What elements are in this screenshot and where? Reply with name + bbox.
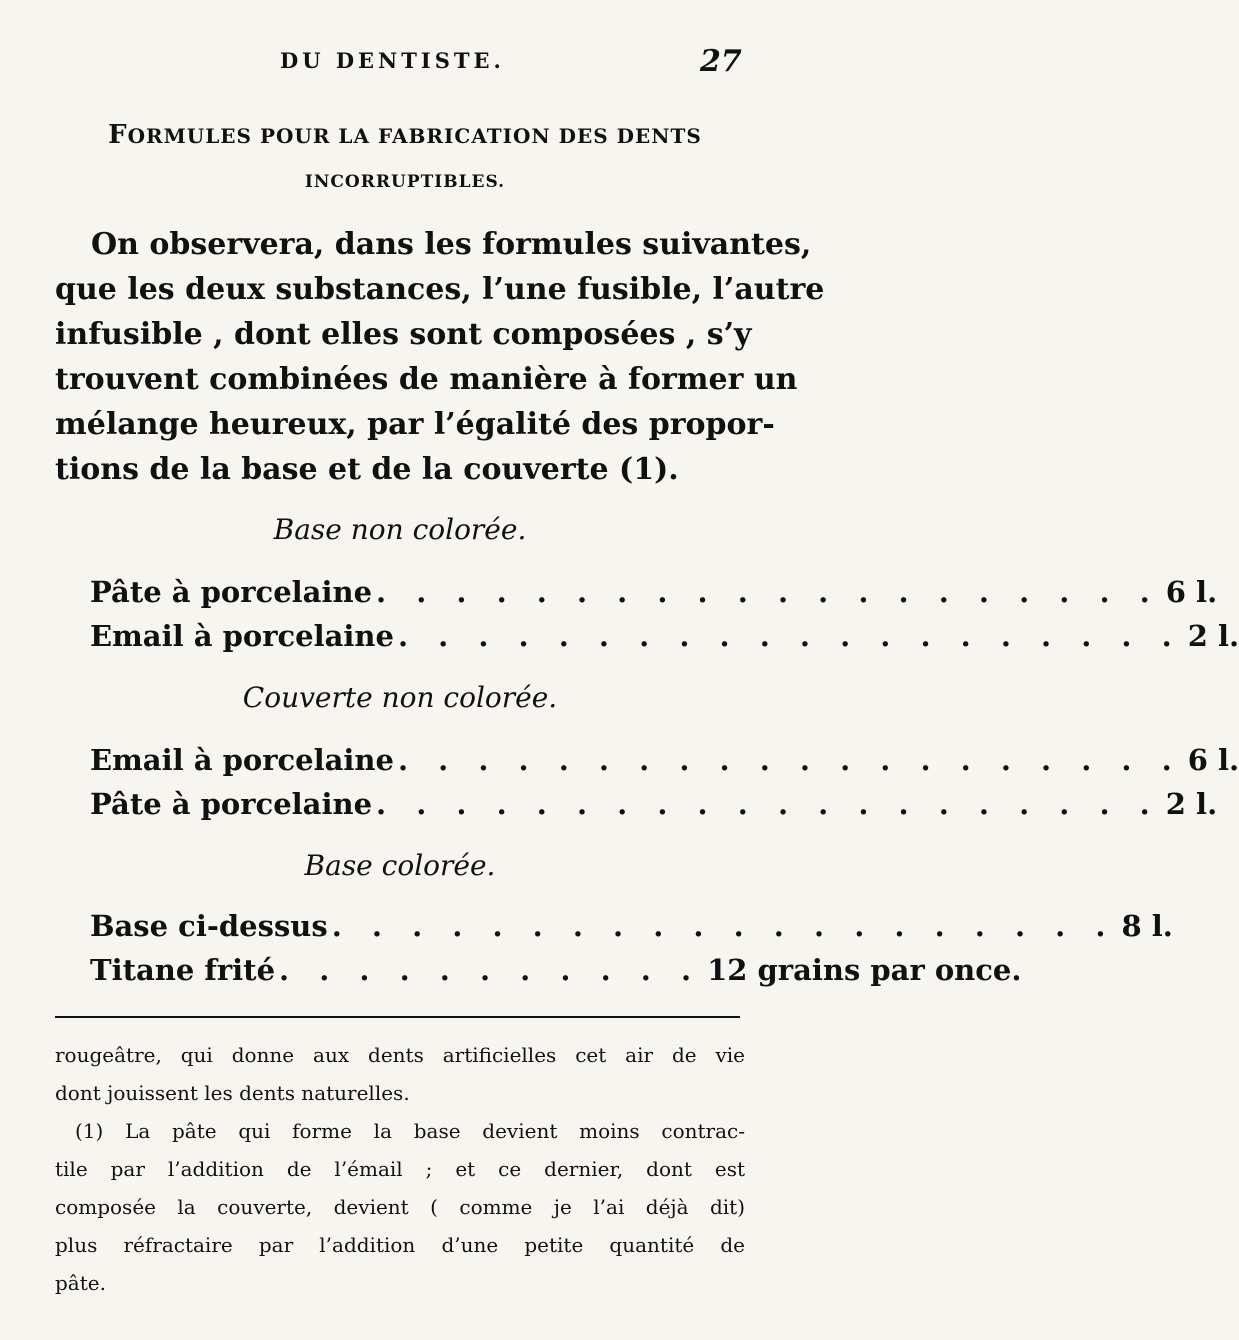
recipe-row (90, 782, 1218, 826)
recipe-base-non-coloree (90, 570, 1239, 658)
ingredient-quantity: 12 grains par once. (707, 953, 1022, 987)
intro-line: On observera, dans les formules suivantes, (91, 227, 812, 262)
ingredient-quantity: 8 l. (1121, 909, 1173, 943)
recipe-row (90, 948, 1022, 992)
dot-leader: . . . . . . . . . . . . . . . . . . . . (376, 575, 1160, 609)
intro-line: tions de la base et de la couverte (1). (55, 452, 679, 487)
footnote-rule (55, 1016, 740, 1018)
recipe-row (90, 904, 1173, 948)
intro-line: que les deux substances, l’une fusible, l’autre (55, 272, 825, 307)
section-heading-line-2: INCORRUPTIBLES. (304, 172, 506, 192)
intro-paragraph (55, 222, 825, 492)
ingredient-name: Base ci-dessus (90, 909, 328, 943)
heading-initial: F (108, 120, 128, 150)
intro-line: infusible , dont elles sont composées , s’y (55, 317, 752, 352)
recipe-row (90, 738, 1239, 782)
ingredient-name: Pâte à porcelaine (90, 575, 373, 609)
ingredient-quantity: 2 l. (1187, 619, 1239, 653)
dot-leader: . . . . . . . . . . . . . . . . . . . . (331, 909, 1116, 943)
dot-leader: . . . . . . . . . . . . . . . . . . . . (397, 743, 1182, 777)
recipe-base-coloree (90, 904, 1173, 992)
ingredient-quantity: 6 l. (1165, 575, 1218, 609)
page-number: 27 (700, 44, 742, 79)
footnotes (55, 1036, 745, 1302)
ingredient-quantity: 2 l. (1165, 787, 1218, 821)
footnote-line: composée la couverte, devient ( comme je l’ai déjà dit) (55, 1195, 745, 1219)
recipe-title-base-coloree: Base colorée. (304, 849, 496, 882)
dot-leader: . . . . . . . . . . . (279, 953, 702, 987)
recipe-title-base-non-coloree: Base non colorée. (273, 513, 527, 546)
ingredient-name: Titane frité (90, 953, 276, 987)
ingredient-quantity: 6 l. (1187, 743, 1239, 777)
section-heading (80, 112, 730, 205)
ingredient-name: Email à porcelaine (90, 743, 394, 777)
dot-leader: . . . . . . . . . . . . . . . . . . . . (376, 787, 1160, 821)
footnote-line: pâte. (55, 1271, 106, 1295)
recipe-row (90, 570, 1218, 614)
dot-leader: . . . . . . . . . . . . . . . . . . . . (397, 619, 1182, 653)
recipe-title-couverte-non-coloree: Couverte non colorée. (242, 681, 558, 714)
footnote-line: dont jouissent les dents naturelles. (55, 1081, 410, 1105)
footnote-line: tile par l’addition de l’émail ; et ce dernier, dont est (55, 1157, 745, 1181)
footnote-line: plus réfractaire par l’addition d’une petite quantité de (55, 1233, 745, 1257)
intro-line: trouvent combinées de manière à former un (55, 362, 798, 397)
ingredient-name: Email à porcelaine (90, 619, 394, 653)
running-title: DU DENTISTE. (280, 48, 505, 73)
recipe-row (90, 614, 1239, 658)
ingredient-name: Pâte à porcelaine (90, 787, 373, 821)
footnote-line: rougeâtre, qui donne aux dents artificielles cet air de vie (55, 1043, 745, 1067)
intro-line: mélange heureux, par l’égalité des propor- (55, 407, 775, 442)
heading-line-1-text: ORMULES POUR LA FABRICATION DES DENTS (127, 124, 702, 148)
recipe-couverte-non-coloree (90, 738, 1239, 826)
section-heading-line-1 (80, 112, 730, 159)
footnote-line: (1) La pâte qui forme la base devient moins contrac- (75, 1119, 745, 1143)
running-head (0, 44, 800, 84)
